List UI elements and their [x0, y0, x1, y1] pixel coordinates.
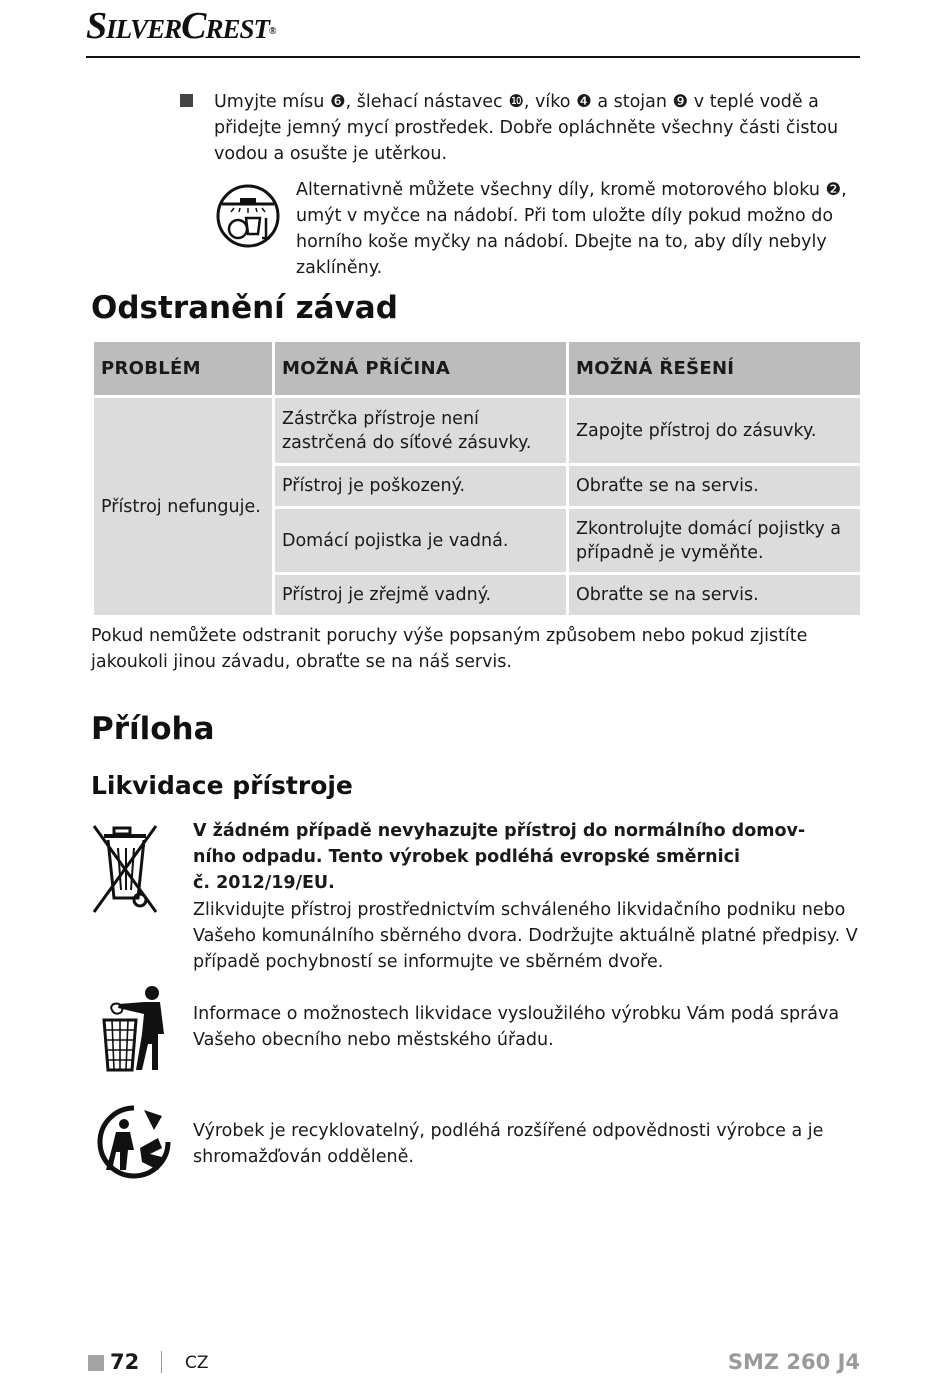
dishwasher-safe-icon [216, 184, 280, 252]
cleaning-instruction: Umyjte mísu ❻, šlehací nástavec ❿, víko ❹ a stojan ❾ v teplé vodě a přidejte jemný mycí prostředek. Dobře opláchněte všechny části čistou vodou a osušte je utěrkou. [214, 92, 839, 164]
column-header-cause: MOŽNÁ PŘÍČINA [274, 342, 568, 397]
cause-cell: Zástrčka přístroje není zastrčená do síťové zásuvky. [274, 397, 568, 465]
solution-cell: Obraťte se na servis. [568, 465, 862, 508]
part-number-badge: ❻ [329, 92, 346, 112]
model-number: SMZ 260 J4 [727, 1350, 860, 1374]
weee-instructions: Zlikvidujte přístroj prostřednictvím schváleného likvidačního podniku nebo Vašeho komunálního sběrného dvora. Dodržujte aktuálně platné předpisy. V případě pochybností se informujte ve sběrném dvoře. [193, 900, 858, 972]
problem-cell: Přístroj nefunguje. [93, 397, 274, 617]
cause-cell: Domácí pojistka je vadná. [274, 508, 568, 574]
part-number-badge: ❹ [576, 92, 592, 112]
solution-cell: Zapojte přístroj do zásuvky. [568, 397, 862, 465]
solution-cell: Zkontrolujte domácí pojistky a případně je vyměňte. [568, 508, 862, 574]
page-marker [88, 1355, 104, 1371]
language-code: CZ [185, 1353, 209, 1373]
footer-separator [161, 1351, 162, 1373]
crossed-out-bin-icon [90, 822, 160, 920]
troubleshooting-table [91, 342, 863, 618]
part-number-badge: ❿ [508, 92, 524, 112]
page-number: 72 [110, 1350, 140, 1374]
triman-recycling-icon [96, 1104, 174, 1184]
section-title-troubleshooting: Odstranění závad [91, 290, 398, 326]
subsection-title-disposal: Likvidace přístroje [91, 771, 353, 800]
table-header-row [93, 342, 862, 397]
cause-cell: Přístroj je poškozený. [274, 465, 568, 508]
dishwasher-instruction: Alternativně můžete všechny díly, kromě motorového bloku ❷, umýt v myčce na nádobí. Při tom uložte díly pokud možno do horního koše myčky na nádobí. Dbejte na to, aby díly nebyly zaklíněny. [296, 180, 847, 278]
solution-cell: Obraťte se na servis. [568, 574, 862, 617]
column-header-problem: PROBLÉM [93, 342, 274, 397]
part-number-badge: ❷ [825, 180, 842, 200]
cause-cell: Přístroj je zřejmě vadný. [274, 574, 568, 617]
header-rule [86, 56, 860, 58]
brand-logo: SilverCrest® [86, 5, 276, 47]
disposal-information: Informace o možnostech likvidace vysloužilého výrobku Vám podá správa Vašeho obecního nebo městského úřadu. [193, 1004, 840, 1050]
part-number-badge: ❾ [672, 92, 689, 112]
column-header-solution: MOŽNÁ ŘEŠENÍ [568, 342, 862, 397]
weee-warning: V žádném případě nevyhazujte přístroj do normálního domov- ního odpadu. Tento výrobek podléhá evropské směrnici č. 2012/19/EU. [193, 821, 806, 893]
bullet-square [180, 94, 193, 107]
waste-bin-person-icon [98, 984, 172, 1078]
troubleshooting-note: Pokud nemůžete odstranit poruchy výše popsaným způsobem nebo pokud zjistíte jakoukoli jinou závadu, obraťte se na náš servis. [91, 626, 808, 672]
table-row [93, 397, 862, 465]
recycling-information: Výrobek je recyklovatelný, podléhá rozšířené odpovědnosti výrobce a je shromažďován odděleně. [193, 1121, 824, 1167]
section-title-appendix: Příloha [91, 711, 215, 747]
